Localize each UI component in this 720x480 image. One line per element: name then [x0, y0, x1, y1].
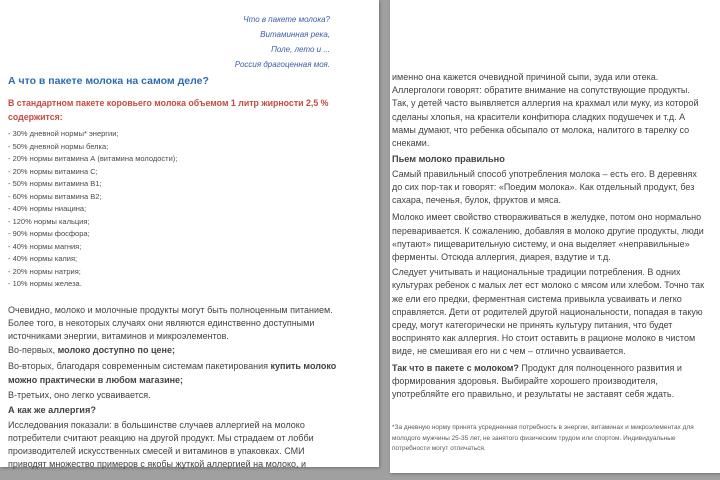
epigraph-links: [8, 12, 330, 72]
paragraph-final-summary: [392, 362, 708, 402]
document-page-2: [390, 0, 720, 473]
paragraph-allergy: Исследования показали: в большинстве случаев аллергией на молоко потребители считают реакцию на другой продукт. Мы страдаем от лобби производителей искусственных смесей и витаминов в упаковках. СМИ приводят множество примеров с якобы жуткой аллергией на молоко, и: [8, 419, 314, 470]
paragraph-drinking-1: Самый правильный способ употребления молока – есть его. В деревнях до сих пор-так и говорят: «Поедим молока». Как отдельный продукт, без сахара, печенья, булок, фруктов и мяса.: [392, 168, 697, 206]
text-run: Во-вторых, благодаря современным системам пакетирования: [8, 361, 271, 372]
text-run: Продукт для полноценного развития и формирования здоровья. Выбирайте хорошего производителя, употребляйте его правильно, и результаты не заставят себя ждать.: [392, 362, 682, 400]
nutrition-list-item: - 120% нормы кальция;: [8, 216, 90, 226]
nutrition-list-item: - 60% нормы витамина В2;: [8, 191, 102, 201]
paragraph-traditions: Следует учитывать и национальные традиции потребления. В одних культурах ребенок с малых лет ест молоко с мясом или хлебом. Точно так же ели его предки, ферментная система привыкла усваивать и легко справляется. Дети от родителей другой национальности, попадая в такую среду, могут категорически не принять культуру питания, что будет воспринято как аллергия. Но стоит оставить в рационе молоко в чистом виде, не смешивая его ни с чем – отлично усваивается.: [392, 267, 705, 357]
nutrition-list-item: - 50% нормы витамина В1;: [8, 179, 102, 188]
bold-text-run: купить молоко можно практически в любом магазине;: [8, 361, 337, 385]
nutrition-list-item: - 20% нормы витамина С;: [8, 166, 98, 176]
nutrition-list-item: - 30% дневной нормы* энергии;: [8, 129, 119, 138]
drinking-subheading: Пьем молоко правильно: [392, 154, 505, 165]
allergy-subheading: А как же аллергия?: [8, 404, 96, 415]
page-2-content: [390, 0, 720, 455]
footnote-text: *За дневную норму принята усредненная потребность в энергии, витаминах и микроэлементах для молодого мужчины 25-35 лет, не занятого физическим трудом или спортом. Индивидуальные потребности могут отличаться.: [392, 424, 694, 453]
nutrition-list: [8, 128, 365, 291]
nutrition-list-item: - 40% нормы ниацина;: [8, 204, 87, 213]
nutrition-list-item: - 90% нормы фосфора;: [8, 229, 90, 238]
paragraph-benefit-2: [8, 360, 342, 386]
paragraph-allergy-continued: именно она кажется очевидной причиной сыпи, зуда или отека. Аллергологи говорят: обратите внимание на сопутствующие продукты. Так, у детей часто выявляется аллергия на крахмал или муку, из которой сделаны хлопья, на красители конфитюра сладких подушечек и т.д. А мамы думают, что ребенка обсыпало от молока, налитого в тарелку со снеками.: [392, 72, 699, 149]
nutrition-list-item: - 40% нормы магния;: [8, 241, 82, 251]
paragraph-benefit-3: В-третьих, оно легко усваивается.: [8, 389, 151, 400]
paragraph-benefit-1: [8, 344, 342, 357]
epigraph-link[interactable]: Поле, лето и ...: [271, 45, 330, 54]
text-run: Во-первых,: [8, 345, 58, 356]
epigraph-link[interactable]: Что в пакете молока?: [243, 15, 330, 24]
nutrition-list-item: - 50% дневной нормы белка;: [8, 141, 109, 151]
epigraph-link[interactable]: Витаминная река,: [260, 30, 330, 39]
epigraph-link[interactable]: Россия драгоценная моя.: [234, 60, 330, 69]
paragraph-milk-value: Очевидно, молоко и молочные продукты могут быть полноценным питанием. Более того, в некоторых случаях они являются единственно доступными источниками энергии, витаминов и микроэлементов.: [8, 304, 333, 341]
bold-text-run: молоко доступно по цене;: [57, 345, 175, 356]
bold-text-run: Так что в пакете с молоком?: [392, 362, 519, 373]
nutrition-list-item: - 40% нормы калия;: [8, 254, 78, 263]
intro-statement-red: В стандартном пакете коровьего молока объемом 1 литр жирности 2,5 % содержится:: [8, 98, 329, 122]
paragraph-drinking-2: Молоко имеет свойство створаживаться в желудке, потом оно нормально переваривается. К сожалению, добавляя в молоко другие продукты, люди «путают» пищеварительную систему, и она выделяет «неправильные» ферменты. Отсюда аллергия, диарея, вздутие и т.д.: [392, 212, 704, 263]
nutrition-list-item: - 10% нормы железа.: [8, 279, 82, 288]
nutrition-list-item: - 20% нормы витамина А (витамина молодости);: [8, 154, 178, 163]
nutrition-list-item: - 20% нормы натрия;: [8, 266, 81, 276]
article-heading: А что в пакете молока на самом деле?: [8, 75, 209, 87]
